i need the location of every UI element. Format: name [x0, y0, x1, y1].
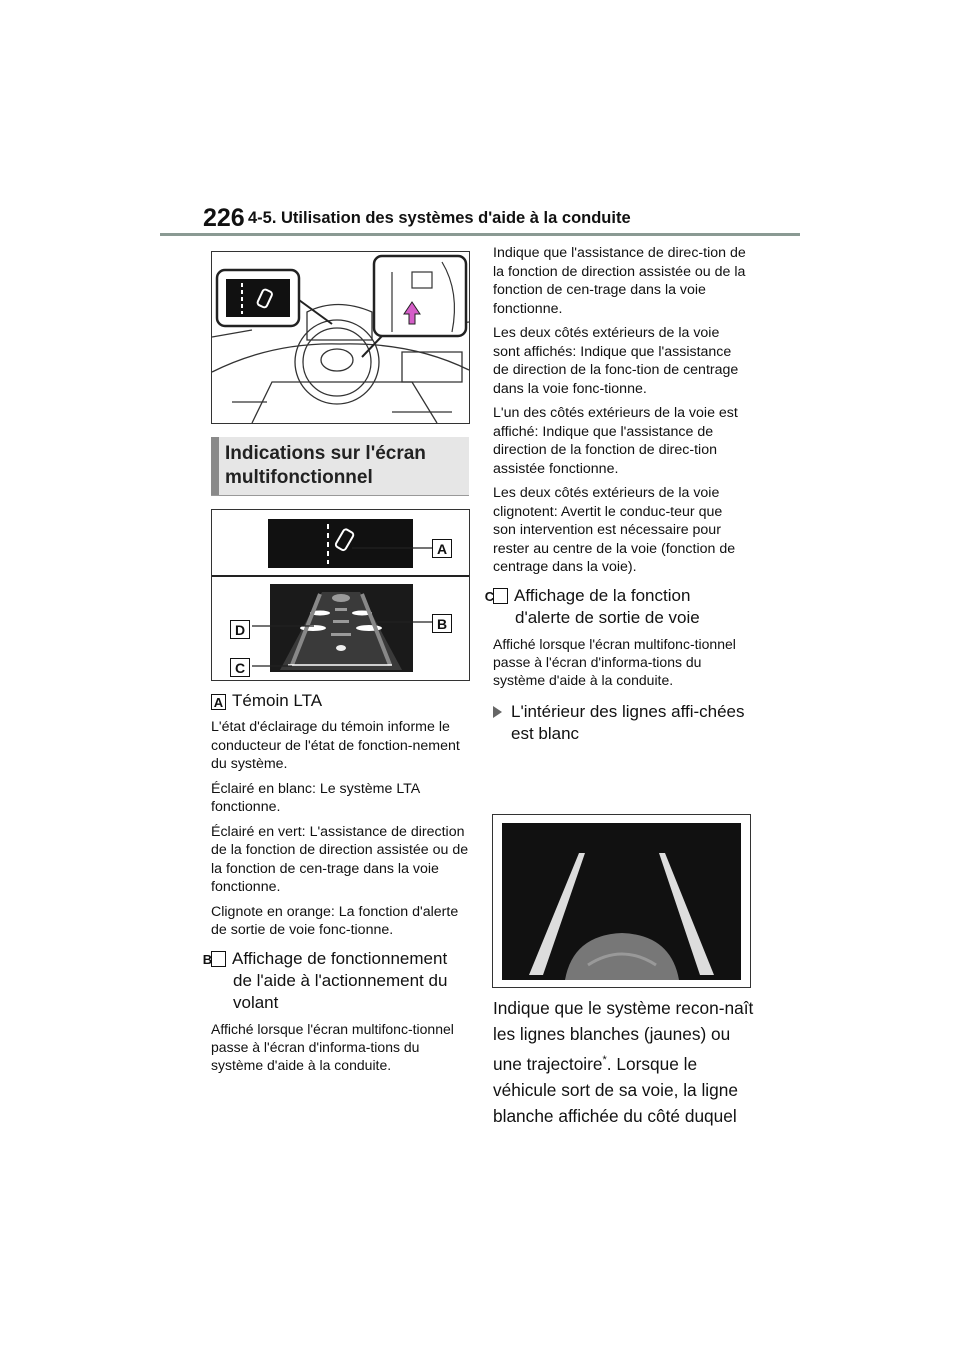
- right-p1: Indique que l'assistance de direc-tion de la fonction de direction assistée ou de la fonction de cen-trage dans la voie fonctionne.: [493, 245, 746, 317]
- label-d: D: [230, 620, 250, 639]
- label-a: A: [432, 539, 452, 558]
- right-p3: L'un des côtés extérieurs de la voie est affiché: Indique que l'assistance de direction de la fonction de direc-tion assistée fonctionne.: [493, 405, 738, 477]
- heading-line-1: Indications sur l'écran: [225, 443, 426, 464]
- right-p2: Les deux côtés extérieurs de la voie sont affichés: Indique que l'assistance de direction de la fonc-tion de centrage dans la voie fonc-tionne.: [493, 325, 739, 397]
- item-b-p1: Affiché lorsque l'écran multifonc-tionnel passe à l'écran d'informa-tions du système d'aide à la conduite.: [211, 1020, 454, 1073]
- page-number: 226: [203, 204, 245, 232]
- item-c-title: Affichage de la fonction d'alerte de sortie de voie: [514, 585, 700, 627]
- final-text-a: Indique que le système recon-naît les lignes blanches (jaunes) ou une trajectoire: [493, 998, 754, 1074]
- bullet-heading: [493, 701, 749, 745]
- header-rule: [160, 233, 800, 236]
- footnote-marker: *: [602, 1054, 607, 1066]
- badge-a: A: [211, 694, 226, 710]
- section-heading-text: [225, 442, 426, 490]
- section-heading: [211, 437, 469, 496]
- display-diagram: [211, 509, 470, 681]
- triangle-bullet-icon: [493, 706, 502, 718]
- chapter-title: 4-5. Utilisation des systèmes d'aide à la conduite: [248, 209, 631, 227]
- badge-c: C: [493, 588, 508, 604]
- left-column: [202, 690, 469, 1074]
- badge-b: B: [211, 951, 226, 967]
- right-column: [484, 244, 749, 745]
- item-a-p1: L'état d'éclairage du témoin informe le conducteur de l'état de fonction-nement du système.: [211, 719, 460, 772]
- item-a-p3: Éclairé en vert: L'assistance de direction de la fonction de direction assistée ou de la fonction de cen-trage dans la voie fonctionne.: [211, 823, 469, 895]
- item-a-title: Témoin LTA: [232, 691, 323, 710]
- dashboard-illustration: [211, 251, 470, 424]
- heading-line-2: multifonctionnel: [225, 467, 373, 488]
- item-c-heading: [484, 585, 749, 629]
- final-paragraph: [493, 995, 755, 1129]
- right-p4: Les deux côtés extérieurs de la voie clignotent: Avertit le conduc-teur que son intervention est nécessaire pour rester au centre de la voie (fonction de centrage dans la voie).: [493, 485, 736, 575]
- lane-lines-illustration: [492, 814, 751, 988]
- item-b-title: Affichage de fonctionnement de l'aide à l'actionnement du volant: [232, 948, 448, 1012]
- bullet-text: L'intérieur des lignes affi-chées est blanc: [511, 701, 745, 743]
- item-c-p1: Affiché lorsque l'écran multifonc-tionnel passe à l'écran d'informa-tions du système d'aide à la conduite.: [493, 635, 736, 688]
- item-a-p4: Clignote en orange: La fonction d'alerte de sortie de voie fonc-tionne.: [211, 903, 459, 938]
- heading-accent-bar: [211, 437, 219, 495]
- label-b: B: [432, 614, 452, 633]
- item-b-heading: [202, 948, 469, 1014]
- item-a-p2: Éclairé en blanc: Le système LTA fonctionne.: [211, 780, 420, 815]
- item-a-heading: [211, 690, 469, 712]
- final-text-b: . Lorsque le véhicule sort de sa voie, la ligne blanche affichée du côté duquel: [493, 1053, 738, 1126]
- label-c: C: [230, 658, 250, 677]
